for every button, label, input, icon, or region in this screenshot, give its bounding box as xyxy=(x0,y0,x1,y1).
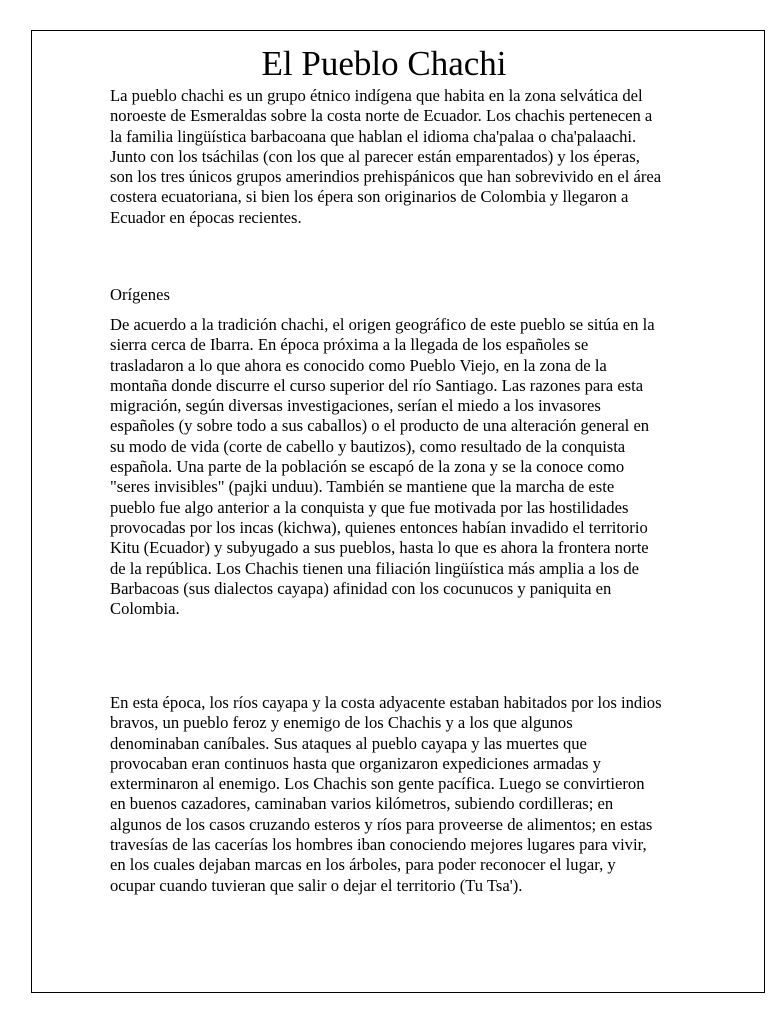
epoch-paragraph: En esta época, los ríos cayapa y la costa adyacente estaban habitados por los indios bravos, un pueblo feroz y enemigo de los Chachis y a los que algunos denominaban caníbales. Sus ataques al pueblo cayapa y las muertes que provocaban eran continuos hasta que organizaron expediciones armadas y exterminaron al enemigo. Los Chachis son gente pacífica. Luego se convirtieron en buenos cazadores, caminaban varios kilómetros, subiendo cordilleras; en algunos de los casos cruzando esteros y ríos para proveerse de alimentos; en estas travesías de las cacerías los hombres iban conociendo mejores lugares para vivir, en los cuales dejaban marcas en los árboles, para poder reconocer el lugar, y ocupar cuando tuvieran que salir o dejar el territorio (Tu Tsa'). xyxy=(110,693,662,895)
origins-paragraph: De acuerdo a la tradición chachi, el origen geográfico de este pueblo se sitúa en la sierra cerca de Ibarra. En época próxima a la llegada de los españoles se trasladaron a lo que ahora es conocido como Pueblo Viejo, en la zona de la montaña donde discurre el curso superior del río Santiago. Las razones para esta migración, según diversas investigaciones, serían el miedo a los invasores españoles (y sobre todo a sus caballos) o el producto de una alteración general en su modo de vida (corte de cabello y bautizos), como resultado de la conquista española. Una parte de la población se escapó de la zona y se la conoce como "seres invisibles" (pajki unduu). También se mantiene que la marcha de este pueblo fue algo anterior a la conquista y que fue motivada por las hostilidades provocadas por los incas (kichwa), quienes entonces habían invadido el territorio Kitu (Ecuador) y subyugado a sus pueblos, hasta lo que es ahora la frontera norte de la república. Los Chachis tienen una filiación lingüística más amplia a los de Barbacoas (sus dialectos cayapa) afinidad con los cocunucos y paniquita en Colombia. xyxy=(110,315,655,619)
intro-paragraph: La pueblo chachi es un grupo étnico indígena que habita en la zona selvática del noroeste de Esmeraldas sobre la costa norte de Ecuador. Los chachis pertenecen a la familia lingüística barbacoana que hablan el idioma cha'palaa o cha'palaachi. Junto con los tsáchilas (con los que al parecer están emparentados) y los éperas, son los tres únicos grupos amerindios prehispánicos que han sobrevivido en el área costera ecuatoriana, si bien los épera son originarios de Colombia y llegaron a Ecuador en épocas recientes. xyxy=(110,86,662,227)
intro-section xyxy=(110,86,662,228)
section-heading-origins: Orígenes xyxy=(110,285,170,304)
document-title: El Pueblo Chachi xyxy=(261,44,507,83)
